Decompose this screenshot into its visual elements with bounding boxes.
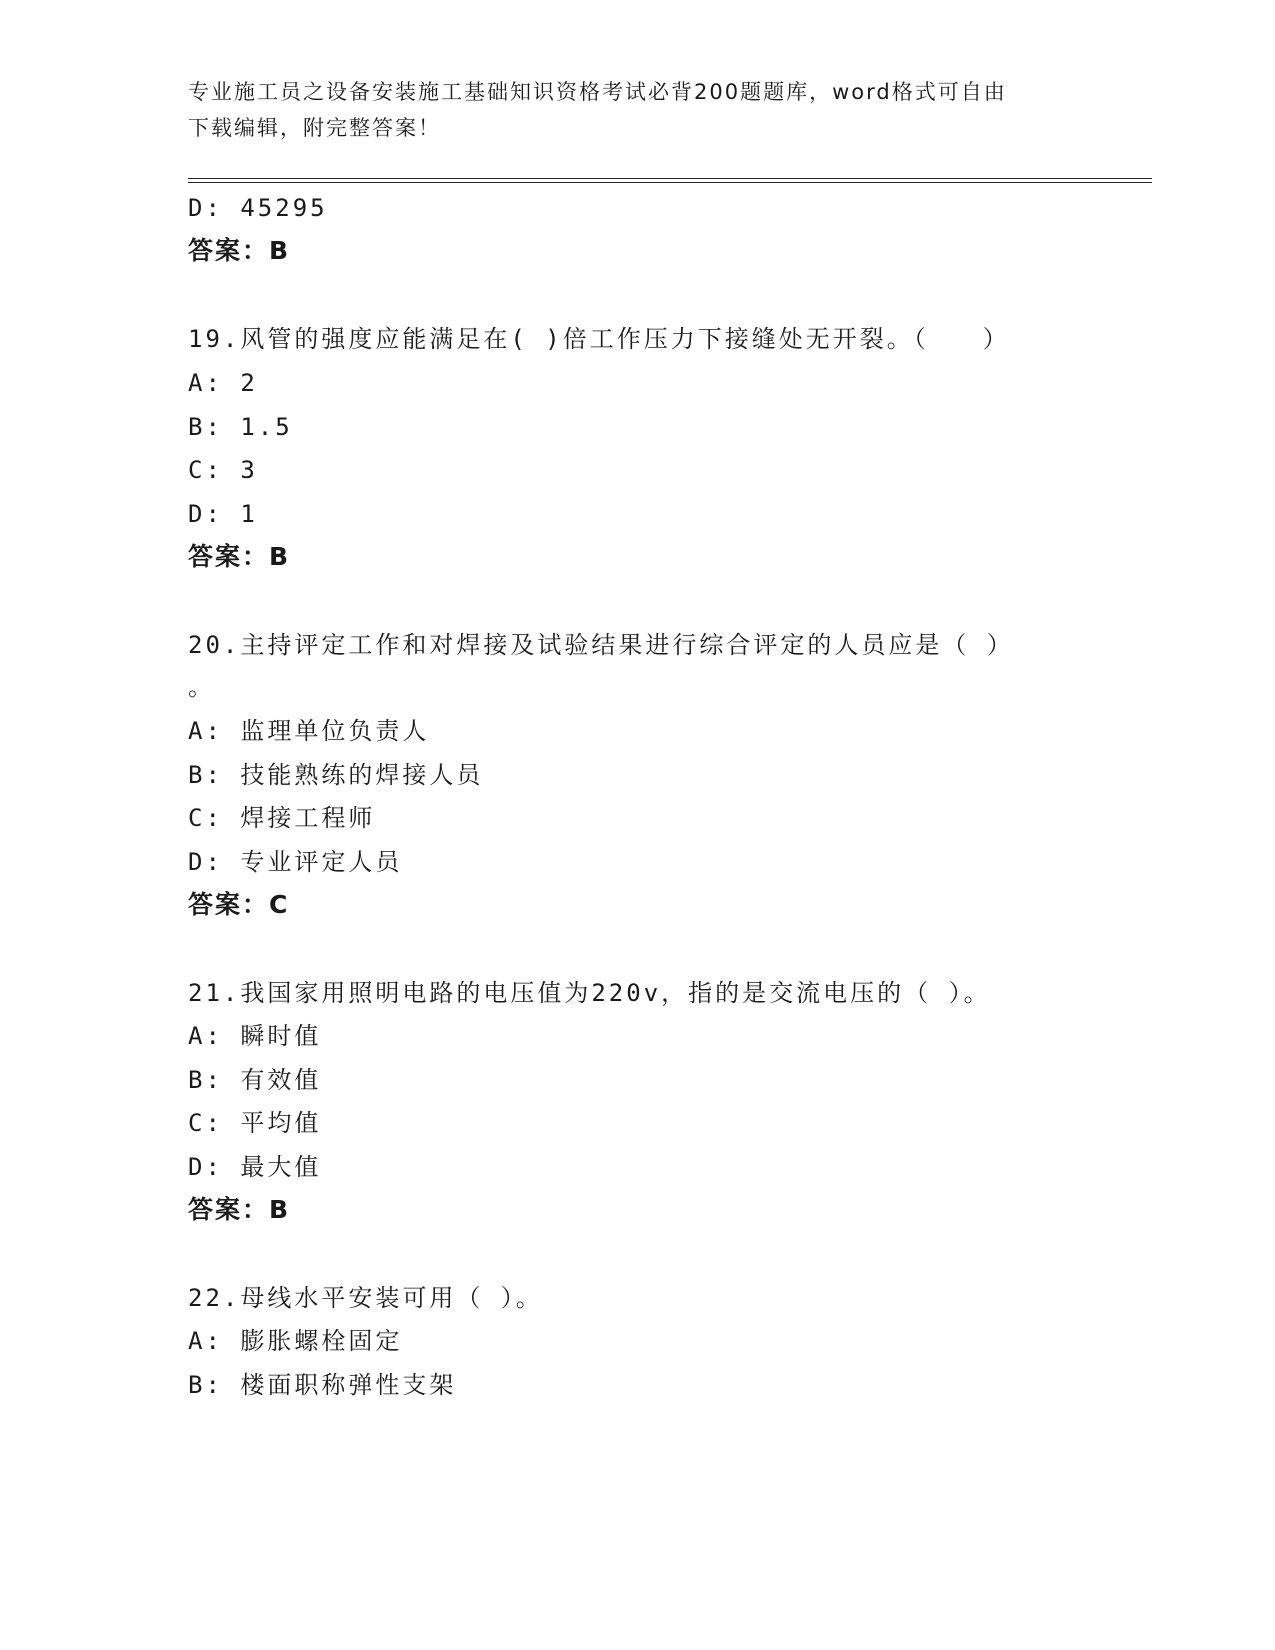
document-header <box>188 74 1088 146</box>
header-rule-top <box>188 178 1152 179</box>
q19-question: 19.风管的强度应能满足在( )倍工作压力下接缝处无开裂。（ ） <box>188 325 1010 353</box>
header-rule-bottom <box>188 182 1152 183</box>
q19-answer: 答案：B <box>188 542 291 571</box>
q20-answer: 答案：C <box>188 890 290 919</box>
q20-option-d: D: 专业评定人员 <box>188 848 403 876</box>
q20-option-b: B: 技能熟练的焊接人员 <box>188 761 484 789</box>
q20-question-line1: 20.主持评定工作和对焊接及试验结果进行综合评定的人员应是（ ） <box>188 631 1014 659</box>
q21-question: 21.我国家用照明电路的电压值为220v，指的是交流电压的（ ）。 <box>188 979 991 1007</box>
prev-answer: 答案：B <box>188 236 291 265</box>
q22-question: 22.母线水平安装可用（ ）。 <box>188 1284 543 1312</box>
header-title-line1: 专业施工员之设备安装施工基础知识资格考试必背200题题库，word格式可自由 <box>188 80 1007 104</box>
q21-option-a: A: 瞬时值 <box>188 1022 322 1050</box>
header-title-line2: 下载编辑，附完整答案！ <box>188 116 441 140</box>
q20-question-line2: 。 <box>188 673 215 701</box>
q19-option-c: C: 3 <box>188 456 258 484</box>
prev-option-d: D: 45295 <box>188 194 328 222</box>
q19-option-a: A: 2 <box>188 369 258 397</box>
q21-option-b: B: 有效值 <box>188 1066 322 1094</box>
q19-option-b: B: 1.5 <box>188 413 293 441</box>
q21-option-d: D: 最大值 <box>188 1153 322 1181</box>
q21-answer: 答案：B <box>188 1195 291 1224</box>
q19-option-d: D: 1 <box>188 500 258 528</box>
q22-option-a: A: 膨胀螺栓固定 <box>188 1327 403 1355</box>
q20-option-c: C: 焊接工程师 <box>188 804 376 832</box>
q21-option-c: C: 平均值 <box>188 1109 322 1137</box>
q22-option-b: B: 楼面职称弹性支架 <box>188 1371 457 1399</box>
q20-option-a: A: 监理单位负责人 <box>188 717 430 745</box>
